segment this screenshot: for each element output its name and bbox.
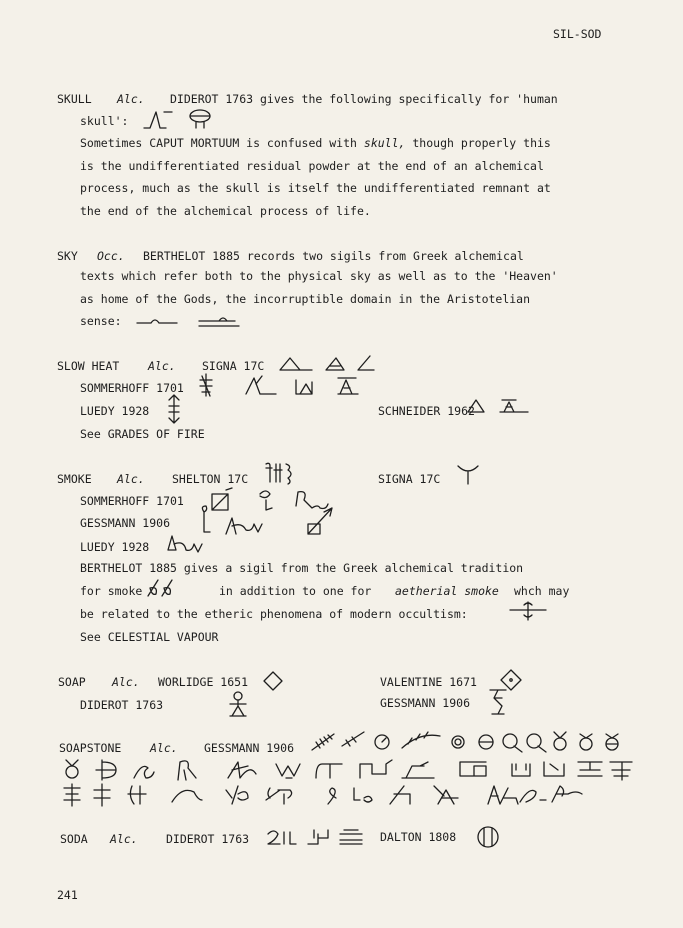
source-label: SIGNA 17C [202, 359, 265, 373]
text-run-italic: skull, [363, 136, 406, 150]
source-label: GESSMANN 1906 [380, 696, 471, 710]
text-line: is the undifferentiated residual powder at the end of an alchemical [80, 158, 544, 173]
entry-term: SODA [60, 832, 88, 846]
source-label: WORLIDGE 1651 [158, 675, 249, 689]
soap-worlidge-icon [262, 670, 284, 692]
source-label: DALTON 1808 [380, 830, 457, 844]
page-number: 241 [57, 888, 78, 902]
slow-heat-schneider-icon [466, 396, 536, 416]
soap-diderot-icon [226, 690, 250, 720]
source-label: VALENTINE 1671 [380, 675, 477, 689]
entry-text: whch may [514, 584, 570, 598]
entry-category: Alc. [148, 359, 176, 373]
smoke-berthelot-icon [144, 576, 184, 600]
entry-term: SKULL [57, 92, 92, 106]
entry-text: be related to the etheric phenomena of modern occultism: [80, 607, 468, 621]
soapstone-sigils-row-1-icon [310, 728, 630, 756]
text-run: though properly this [412, 136, 551, 150]
entry-term: SLOW HEAT [57, 359, 120, 373]
source-label: SCHNEIDER 1962 [378, 404, 475, 418]
smoke-shelton-icon [262, 460, 298, 486]
entry-paragraph [80, 132, 551, 222]
source-label: SOMMERHOFF 1701 [80, 494, 184, 508]
entry-term: SMOKE [57, 472, 92, 486]
entry-category: Alc. [117, 92, 145, 106]
text-run: Sometimes CAPUT MORTUUM is confused with [80, 136, 357, 150]
sky-sigils-icon [135, 315, 245, 329]
text-line: texts which refer both to the physical sky as well as to the 'Heaven' [80, 269, 558, 283]
see-reference: See GRADES OF FIRE [80, 427, 205, 441]
soda-diderot-icon [266, 826, 366, 848]
text-line: process, much as the skull is itself the undifferentiated remnant at [80, 181, 551, 196]
source-label: SHELTON 17C [172, 472, 249, 486]
entry-text: BERTHELOT 1885 gives a sigil from the Greek alchemical tradition [80, 561, 524, 575]
source-label: DIDEROT 1763 [166, 832, 250, 846]
entry-category: Occ. [97, 249, 125, 263]
soapstone-sigils-row-3-icon [62, 780, 562, 810]
entry-category: Alc. [110, 832, 138, 846]
entry-category: Alc. [150, 741, 178, 755]
entry-text-italic: aetherial smoke [395, 584, 499, 598]
entry-term: SKY [57, 249, 78, 263]
entry-text: in addition to one for [219, 584, 372, 598]
slow-heat-sommerhoff-icon [198, 370, 368, 400]
see-reference: See CELESTIAL VAPOUR [80, 630, 219, 644]
skull-sigil-icon [142, 108, 212, 134]
source-label: LUEDY 1928 [80, 540, 150, 554]
text-line: as home of the Gods, the incorruptible domain in the Aristotelian [80, 291, 531, 306]
smoke-luedy-icon [164, 532, 208, 556]
aetherial-smoke-icon [508, 600, 548, 622]
entry-text: BERTHELOT 1885 records two sigils from Greek alchemical [143, 249, 524, 263]
smoke-signa-icon [454, 462, 482, 486]
soda-dalton-icon [474, 824, 502, 850]
entry-text: DIDEROT 1763 gives the following specifically for 'human [170, 92, 558, 106]
source-label: GESSMANN 1906 [80, 516, 171, 530]
source-label: SOMMERHOFF 1701 [80, 381, 184, 395]
smoke-gessmann-icon [196, 502, 346, 542]
entry-term: SOAP [58, 675, 86, 689]
source-label: DIDEROT 1763 [80, 698, 164, 712]
entry-category: Alc. [117, 472, 145, 486]
source-label: SIGNA 17C [378, 472, 441, 486]
text-line: the end of the alchemical process of life. [80, 203, 371, 218]
entry-text: skull': [80, 114, 129, 128]
slow-heat-luedy-icon [166, 393, 182, 425]
running-head: SIL-SOD [553, 27, 602, 41]
entry-term: SOAPSTONE [59, 741, 122, 755]
entry-category: Alc. [112, 675, 140, 689]
source-label: GESSMANN 1906 [204, 741, 295, 755]
soap-gessmann-icon [488, 686, 508, 718]
text-line: sense: [80, 314, 122, 329]
source-label: LUEDY 1928 [80, 404, 150, 418]
entry-text: for smoke [80, 584, 143, 598]
